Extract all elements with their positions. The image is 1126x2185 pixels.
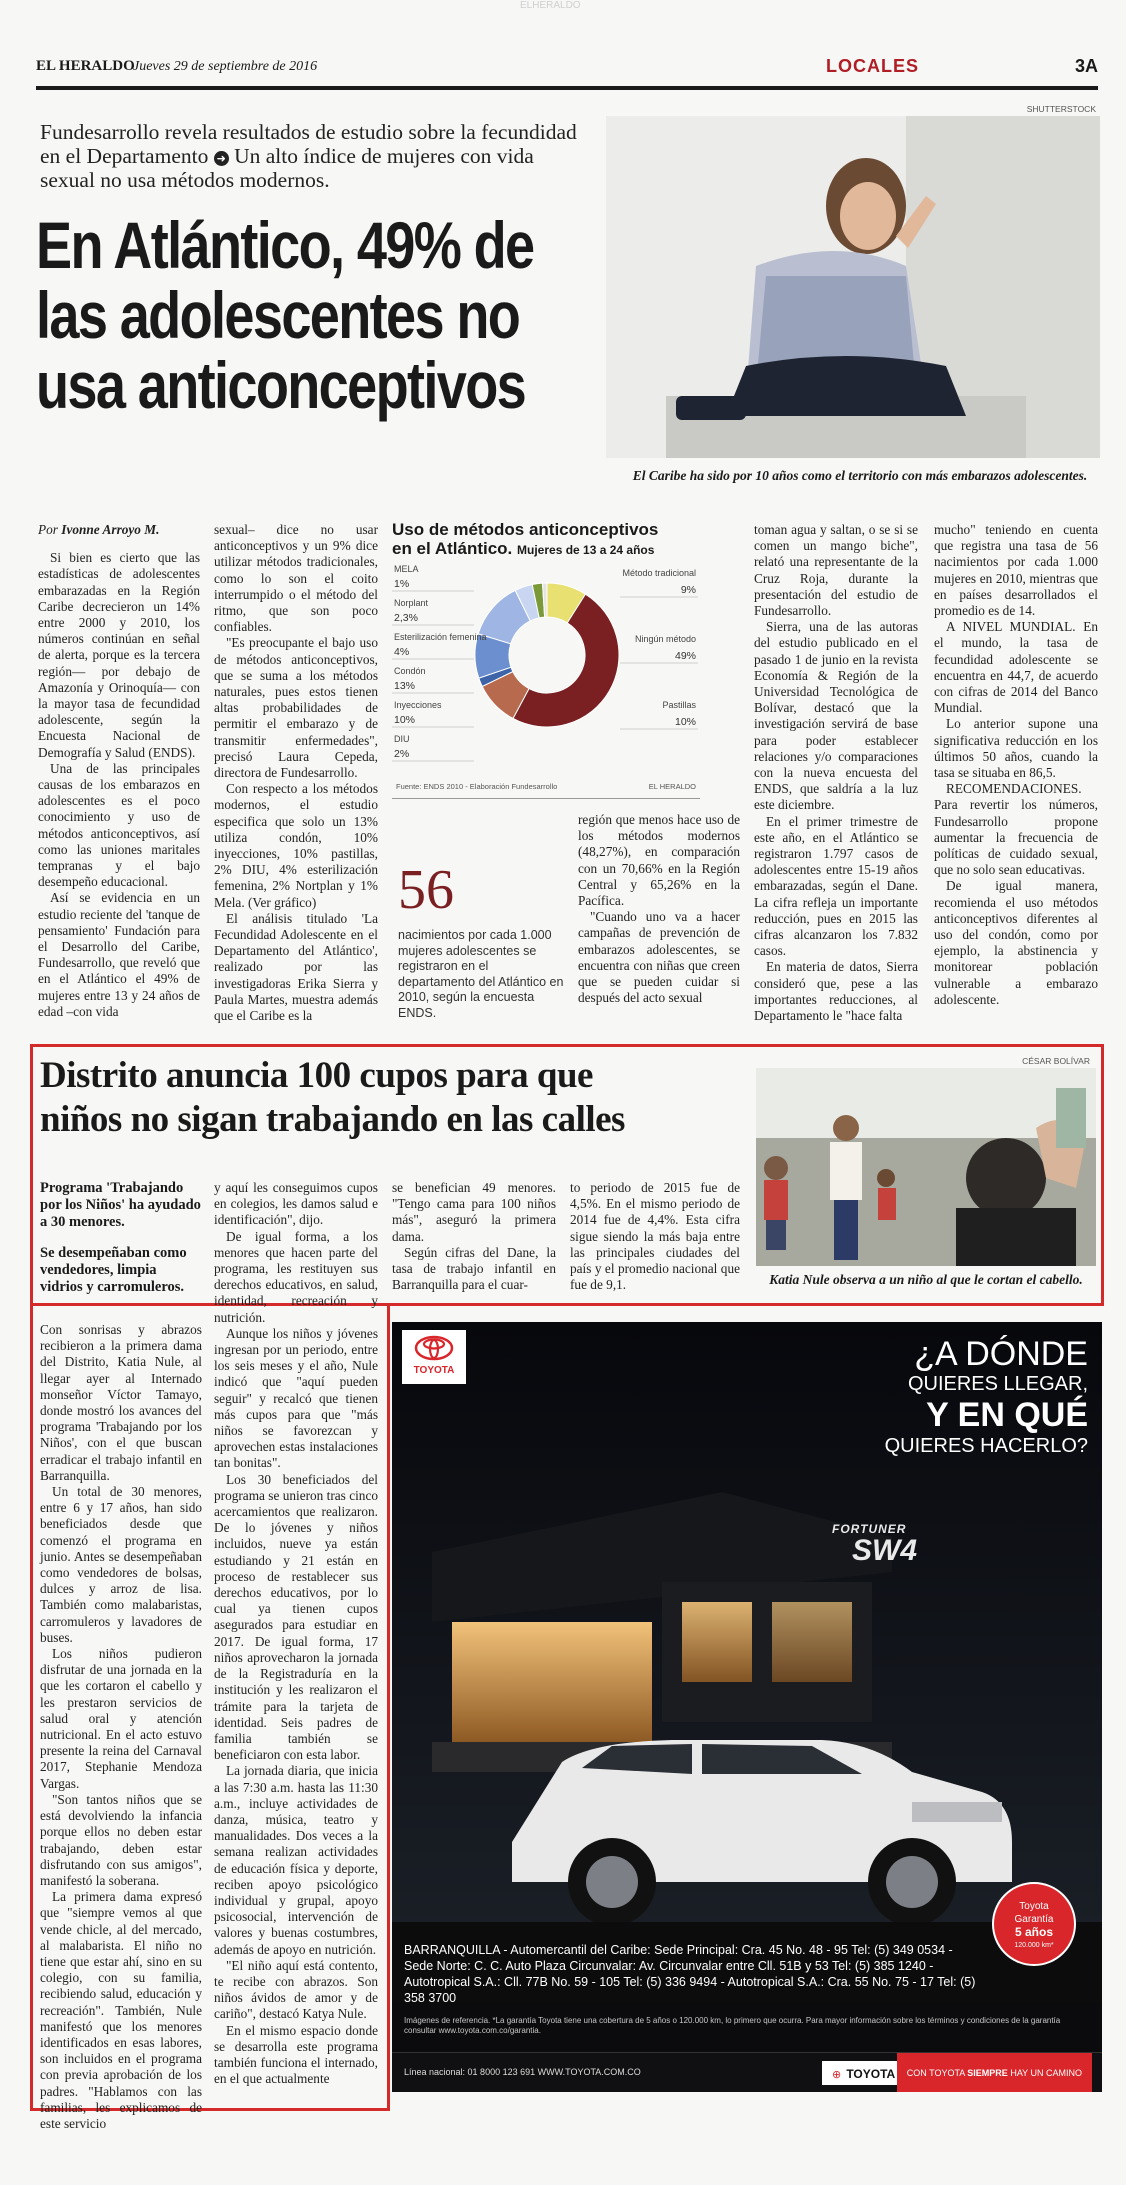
paragraph: En el mismo espacio donde se desarrolla este programa también funciona el internado, en el que actualmente: [214, 2022, 378, 2087]
disclaimer: Imágenes de referencia. *La garantía Toyota tiene una cobertura de 5 años o 120.000 km, lo primero que ocurra. Para mayor información sobre los términos y condiciones de la garantía consultar www.toyota.com.co/garantia.: [404, 2016, 1061, 2035]
legend-label: Inyecciones: [394, 700, 442, 710]
legend-value: 1%: [394, 578, 410, 590]
slogan: [897, 2053, 1092, 2092]
article1-col-4: [754, 522, 918, 1024]
chart-credit: EL HERALDO: [648, 782, 696, 791]
slogan-part-3: HAY UN CAMINO: [1007, 2068, 1082, 2078]
tag-line-3: Y EN QUÉ: [926, 1396, 1088, 1434]
headline-line-1: En Atlántico, 49% de: [36, 208, 534, 282]
article2-col-1: [40, 1322, 202, 2132]
paragraph: El análisis titulado 'La Fecundidad Adolescente en el Departamento del Atlántico', realizado por las investigadoras Erika Sierra y Paula Martes, muestra además que el Caribe es la: [214, 910, 378, 1024]
paragraph: Una de las principales causas de los embarazos en adolescentes es el poco conocimiento y uso de métodos anticonceptivos, así como las uniones maritales tempranas y el bajo desempeño educacional.: [38, 760, 200, 890]
article2-headline: [40, 1054, 760, 1142]
headline-line-2: las adolescentes no: [36, 278, 520, 352]
seal-line-1: Toyota: [1019, 1901, 1049, 1912]
pie-chart: [392, 560, 700, 800]
paragraph: "Es preocupante el bajo uso de métodos anticonceptivos, que se suma a los métodos naturales, pues estos tienen altas probabilidades de permitir el embarazo y de transmitir enfermedades", precisó Laura Cepeda, directora de Fundesarrollo.: [214, 635, 378, 781]
article1-headline: [36, 210, 596, 420]
chart-source: Fuente: ENDS 2010 - Elaboración Fundesarrollo: [396, 782, 558, 791]
paragraph: En el primer trimestre de este año, en el Atlántico se registraron 1.797 casos de adolescentes entre 15-19 años embarazadas, según el Dane. La cifra refleja un importante reducción, pues en 2015 las cifras alcanzaron los 7.832 casos.: [754, 813, 918, 959]
photo-caption: El Caribe ha sido por 10 años como el territorio con más embarazos adolescentes.: [632, 468, 1088, 483]
issue-date: Jueves 29 de septiembre de 2016: [133, 59, 318, 74]
kicker-text-2: Un alto índice de mujeres con vida sexual no usa métodos modernos.: [40, 144, 534, 192]
paragraph: De igual manera, recomienda el uso métodos anticonceptivos diferentes al uso del condón, como por ejemplo, la abstinencia y monitorear población vulnerable a embarazo adolescente.: [934, 878, 1098, 1007]
paragraph: La primera dama expresó que "siempre vemos al que vende chicle, al del mercado, al malabarista. El niño no tiene que estar ahí, sino en su colegio, con su familia, recibiendo salud, educación y recreación". También, Nule manifestó que los menores identificados en esas labores, son incluidos en el programa con previa aprobación de los padres. "Hablamos con las familias, les explicamos de este servicio: [40, 1889, 202, 2131]
legend-label: Norplant: [394, 598, 429, 608]
article1-col-3: [578, 812, 740, 1006]
paragraph: Así se evidencia en un estudio reciente del 'tanque de pensamiento' Fundación para el Desarrollo del Caribe, Fundesarrollo, que reveló que en el Atlántico el 49% de mujeres entre 13 y 24 años de edad –con vida: [38, 890, 200, 1019]
paragraph: Un total de 30 menores, entre 6 y 17 años, han sido beneficiados desde que comenzó el programa en junio. Antes se desempeñaban como vendedores de bolsas, dulces y arroz de lisa. También como malabaristas, carromuleros y lavadores de buses.: [40, 1484, 202, 1645]
seal-line-3: 5 años: [1014, 1925, 1053, 1939]
legend-value: 49%: [674, 650, 696, 662]
slogan-part-1: CON TOYOTA: [906, 2068, 968, 2078]
masthead-rule: [36, 86, 1098, 90]
legend-value: 9%: [680, 584, 696, 596]
paragraph: sexual– dice no usar anticonceptivos y un 9% dice utilizar métodos tradicionales, como lo son el coito interrumpido o el método del ritmo, que son poco confiables.: [214, 522, 378, 635]
legend-label: DIU: [394, 734, 410, 744]
toyota-logo-box: [402, 1330, 466, 1384]
paragraph: La jornada diaria, que inicia a las 7:30 a.m. hasta las 11:30 a.m., incluye actividades de danza, música, teatro y manualidades. Dos veces a la semana realizan actividades de educación física y deporte, reciben apoyo psicológico individual y grupal, apoyo psicosocial, intervención de valores y buenas costumbres, además de apoyo en nutrición.: [214, 1763, 378, 1957]
toyota-emblem-small-icon: ⊕: [832, 2068, 842, 2081]
seal-line-2: Garantía: [1014, 1914, 1054, 1925]
legend-value: 4%: [394, 646, 410, 658]
kicker-text-1: Fundesarrollo revela resultados de estudio sobre la fecundidad en el Departamento: [40, 120, 577, 168]
section-label: LOCALES: [826, 56, 920, 76]
headline-line-1: Distrito anuncia 100 cupos para que: [40, 1055, 593, 1096]
toyota-logo-text: TOYOTA: [413, 1365, 455, 1376]
page-number: 3A: [1074, 56, 1098, 76]
legend-label: MELA: [394, 564, 419, 574]
paragraph: se benefician 49 menores. "Tengo cama para 100 niños más", aseguró la primera dama.: [392, 1180, 556, 1244]
legend-value: 2,3%: [394, 612, 418, 624]
paragraph: A NIVEL MUNDIAL. En el mundo, la tasa de fecundidad adolescente se encuentra en 44,7, de acuerdo con cifras de 2014 del Banco Mundial.: [934, 619, 1098, 716]
chart-subtitle: Mujeres de 13 a 24 años: [517, 543, 655, 557]
paragraph: región que menos hace uso de los métodos modernos (48,27%), en comparación con un 70,66% en la Región Central y 65,26% en la Pacífica.: [578, 812, 740, 909]
chart-title: [392, 520, 700, 560]
paragraph: RECOMENDACIONES. Para revertir los números, Fundesarrollo propone aumentar la frecuencia de políticas de cuidado sexual, que no solo sean educativas.: [934, 781, 1098, 878]
legend-label: Ningún método: [634, 634, 696, 644]
legend-label: Condón: [394, 666, 426, 676]
article2-col-2: [214, 1180, 378, 2087]
model-line-2: SW4: [852, 1534, 918, 1567]
kicker: [40, 120, 580, 192]
legend-value: 10%: [674, 716, 696, 728]
paper-name: EL HERALDO: [36, 58, 135, 74]
legend-label: Pastillas: [662, 700, 696, 710]
paragraph: De igual forma, a los menores que hacen parte del programa, les restituyen sus derechos educativos, en salud, identidad, recreación y nutrición.: [214, 1228, 378, 1325]
article1-col-5: [934, 522, 1098, 1008]
ad-footer: [392, 2052, 1102, 2092]
subhead-1: Programa 'Trabajando por los Niños' ha ayudado a 30 menores.: [40, 1180, 201, 1230]
haircut-photo: [756, 1068, 1096, 1266]
article2-col-3: [392, 1180, 556, 1293]
legend-label: Esterilización femenina: [394, 632, 487, 642]
byline-name: Ivonne Arroyo M.: [61, 522, 160, 537]
paragraph: Si bien es cierto que las estadísticas de adolescentes embarazadas en la Región Caribe decrecieron un 14% entre 2000 y 2010, los números continúan en señal de alerta, porque es la tercera región— por debajo de Amazonía y Orinoquía— con la mayor tasa de fecundidad adolescente, según la Encuesta Nacional de Demografía y Salud (ENDS).: [38, 550, 200, 760]
arrow-right-icon: ➜: [214, 151, 229, 166]
subhead-2: Se desempeñaban como vendedores, limpia vidrios y carromuleros.: [40, 1245, 187, 1295]
dealer-info: BARRANQUILLA - Automercantil del Caribe: Sede Principal: Cra. 45 No. 48 - 95 Tel: (5) 349 0534 - Sede Norte: C. C. Auto Plaza Circunvalar: Av. Circunvalar entre Cll. 51B y 53 Tel: (5) 385 1240 - Autotropical S.A.: Cll. 77B No. 59 - 105 Tel: (5) 336 9494 - Autotropical S.A.: Cra. 55 No. 75 - 17 Tel: (5) 358 3700: [404, 1943, 976, 2005]
tag-line-2: QUIERES LLEGAR,: [907, 1373, 1088, 1395]
toyota-ad[interactable]: [392, 1322, 1102, 2092]
chart-title-line-2: en el Atlántico.: [392, 539, 513, 558]
seal-line-4: 120.000 km*: [1014, 1942, 1054, 1949]
legend-value: 10%: [394, 714, 416, 726]
legend-value: 13%: [394, 680, 416, 692]
article1-col-1: [38, 522, 200, 1020]
warranty-seal: [992, 1882, 1076, 1966]
paragraph: mucho" teniendo en cuenta que registra una tasa de 56 nacimientos por cada 1.000 mujeres en 2010, mientras que en países desarrollados el promedio es de 14.: [934, 522, 1098, 619]
paragraph: En materia de datos, Sierra consideró que, pese a las importantes reducciones, al Departamento le "hace falta: [754, 959, 918, 1024]
photo-credit: SHUTTERSTOCK: [1026, 104, 1096, 114]
tag-line-1: ¿A DÓNDE: [914, 1335, 1088, 1373]
paragraph: Con sonrisas y abrazos recibieron a la primera dama del Distrito, Katia Nule, al llegar ayer al Internado monseñor Víctor Tamayo, donde mostró los avances del programa 'Trabajando por los Niños', con el que buscan erradicar el trabajo infantil en Barranquilla.: [40, 1322, 202, 1483]
masthead-watermark: ELHERALDO: [520, 0, 581, 11]
paragraph: to periodo de 2015 fue de 4,5%. En el mismo periodo de 2014 fue de 4,4%. Esta cifra sigue siendo la más baja entre las principales ciudades del país y el promedio nacional que fue de 9,1.: [570, 1180, 740, 1293]
masthead: [36, 56, 1098, 82]
teen-photo: [606, 116, 1100, 458]
paragraph: Los niños pudieron disfrutar de una jornada en la que les cortaron el cabello y les prestaron servicios de salud oral y atención nutricional. En el acto estuvo presente la reina del Carnaval 2017, Stephanie Mendoza Vargas.: [40, 1646, 202, 1791]
chart-box: [392, 520, 700, 799]
tag-line-4: QUIERES HACERLO?: [884, 1435, 1088, 1457]
headline-line-3: usa anticonceptivos: [36, 348, 526, 422]
slogan-part-2: SIEMPRE: [967, 2068, 1008, 2078]
article2-col-4: [570, 1180, 740, 1293]
paragraph: Los 30 beneficiados del programa se unieron tras cinco acercamientos que realizaron. De lo jóvenes y niños incluidos, nueve ya están estudiando y 21 están en proceso de restablecer sus derechos educativos, por lo cual ya tienen cupos asegurados para estudiar en 2017. De igual forma, 17 niños aprovecharon la jornada de la Registraduría en la institución y les realizaron el trámite para la tarjeta de identidad. Seis padres de familia también se beneficiaron con esta labor.: [214, 1471, 378, 1763]
model-name: [832, 1522, 917, 1566]
photo-credit: CÉSAR BOLÍVAR: [1022, 1056, 1090, 1066]
paragraph: "Cuando uno va a hacer campañas de prevención de embarazos adolescentes, se encuentra con niñas que creen que se pueden cuidar si después del acto sexual: [578, 909, 740, 1006]
footer-brand: [822, 2061, 905, 2085]
paragraph: Según cifras del Dane, la tasa de trabajo infantil en Barranquilla para el cuar-: [392, 1244, 556, 1293]
paragraph: Con respecto a los métodos modernos, el estudio especifica que solo un 13% utiliza condón, 10% inyecciones, 10% pastillas, 2% DIU, 4% esterilización femenina, 2% Nortplan y 1% Mela. (Ver gráfico): [214, 781, 378, 910]
paragraph: toman agua y saltan, o se si se comen un mango biche", relató una representante de la Cruz Roja, durante la presentación del estudio de Fundesarrollo.: [754, 522, 918, 619]
footer-line[interactable]: Línea nacional: 01 8000 123 691 WWW.TOYOTA.COM.CO: [404, 2067, 641, 2077]
byline-prefix: Por: [38, 522, 58, 537]
teen-photo-illustration: [606, 116, 1100, 458]
footer-brand-text: TOYOTA: [846, 2067, 896, 2081]
legend-value: 2%: [394, 748, 410, 760]
paragraph: y aquí les conseguimos cupos en colegios, les damos salud e identificación", dijo.: [214, 1180, 378, 1228]
model-line-1: FORTUNER: [832, 1522, 907, 1536]
paragraph: "Son tantos niños que se está devolviendo la infancia porque ellos no deben estar trabajando, deben estar disfrutando con sus amigos", manifestó la soberana.: [40, 1791, 202, 1888]
legend-label: Método tradicional: [622, 568, 696, 578]
headline-line-2: niños no sigan trabajando en las calles: [40, 1099, 625, 1140]
toyota-emblem-icon: [414, 1335, 454, 1361]
ad-tagline: [708, 1336, 1088, 1458]
paragraph: Sierra, una de las autoras del estudio publicado en el pasado 1 de junio en la revista Economía & Región de la Universidad Tecnológica de Bolívar, destacó que la investigación servirá de base para poder establecer relaciones y/o comparaciones con la nueva encuesta del ENDS, que saldría a la luz este diciembre.: [754, 619, 918, 813]
article1-col-2: [214, 522, 378, 1024]
chart-title-line-1: Uso de métodos anticonceptivos: [392, 520, 659, 539]
photo-caption: Katia Nule observa a un niño al que le cortan el cabello.: [769, 1272, 1083, 1287]
paragraph: Lo anterior supone una significativa reducción en los últimos 50 años, cuando la tasa se situaba en 86,5.: [934, 716, 1098, 781]
stat-number: 56: [398, 859, 454, 921]
haircut-photo-illustration: [756, 1068, 1096, 1266]
article2-subheads: [40, 1180, 202, 1296]
paragraph: Aunque los niños y jóvenes ingresan por un periodo, entre los seis meses y el año, Nule indicó que "aquí pueden seguir" y recalcó que tienen más cupos para que "más niños se favorezcan y aprovechen estas instalaciones tan bonitas".: [214, 1325, 378, 1471]
paragraph: "El niño aquí está contento, te recibe con abrazos. Son niños ávidos de amor y de cariño", destacó Katya Nule.: [214, 1957, 378, 2022]
stat-text: nacimientos por cada 1.000 mujeres adolescentes se registraron en el departamento del Atlántico en 2010, según la encuesta ENDS.: [398, 928, 564, 1020]
